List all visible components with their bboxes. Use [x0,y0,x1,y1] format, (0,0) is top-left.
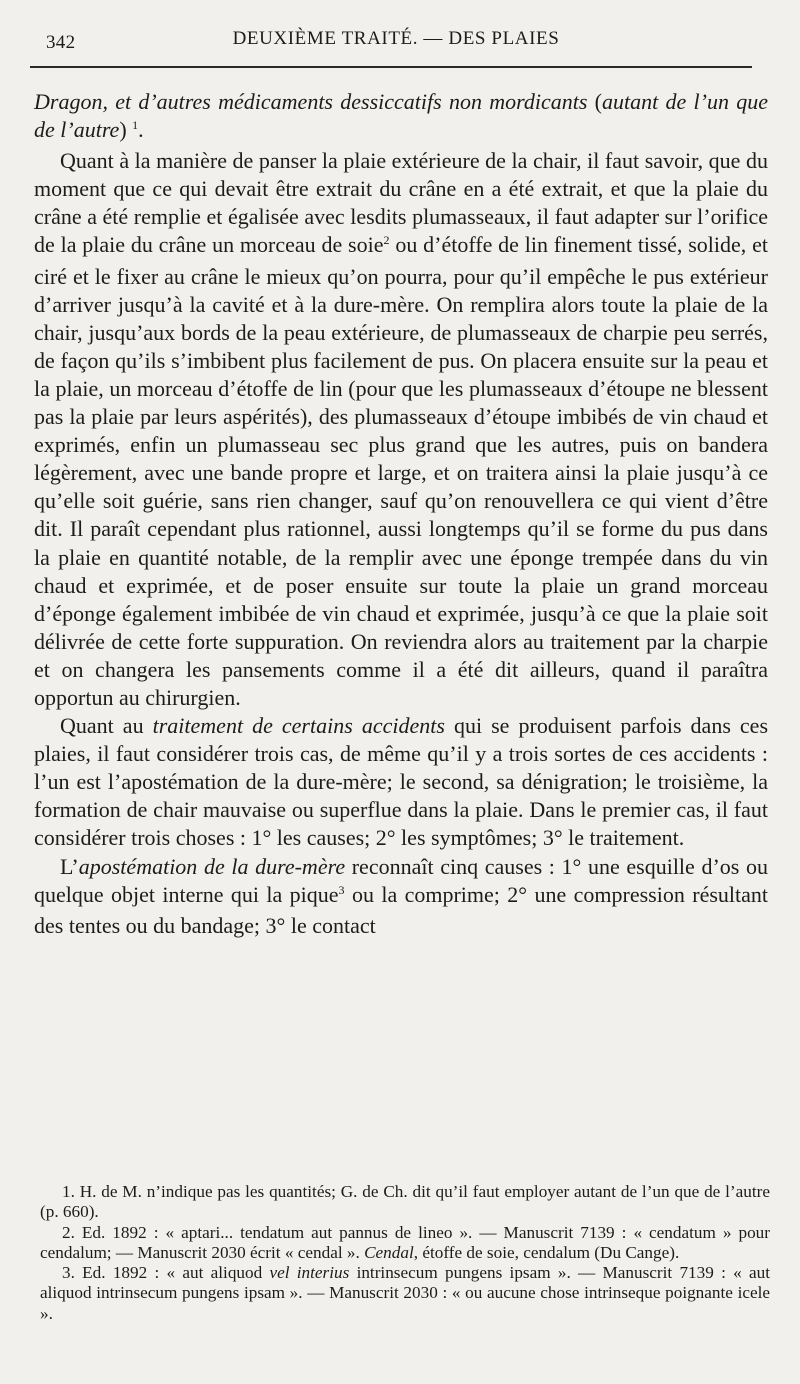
text-run: ) [119,117,133,143]
text-run: qui se produisent parfois dans ces plaies, il faut considérer trois cas, de même qu’il y a trois sortes de ces accidents : l’un est l’apostémation de la dure-mère; le second, sa dénigration; le troisième, la formation de chair mauvaise ou superflue dans la plaie. Dans le premier cas, il faut considérer trois choses : 1° les causes; 2° les symptômes; 3° le traitement. [34,713,769,851]
italic-text: Cendal [364,1242,414,1262]
footnotes [40,1182,770,1324]
footnote-marker: 2 [383,233,390,248]
main-text [34,88,768,940]
header-rule [30,66,752,68]
text-run: Quant à la manière de panser la plaie extérieure de la chair, il faut savoir, que du moment que ce qui devait être extrait du crâne en a été extrait, et que la plaie du crâne a été remplie et égalisée avec lesdits plumasseaux, il faut adapter sur l’orifice de la plaie du crâne un morceau de soie [34,148,768,258]
footnote-2 [40,1223,770,1264]
paragraph-apostemation [34,853,768,940]
text-run: , étoffe de soie, cendalum (Du Cange). [413,1242,680,1262]
text-run: reconnaît cinq causes : 1° une esquille d’os ou quelque objet interne qui la pique [34,853,768,907]
text-run: 3. Ed. 1892 : « aut aliquod [62,1263,270,1283]
text-run: ( [587,89,602,114]
footnote-1: 1. H. de M. n’indique pas les quantités; G. de Ch. dit qu’il faut employer autant de l’un que de l’autre (p. 660). [40,1182,770,1222]
footnote-marker: 3 [338,882,345,897]
footnote-3 [40,1263,770,1324]
text-run: 2. Ed. 1892 : « aptari... tendatum aut pannus de lineo ». — Manuscrit 7139 : « cendatum » pour cendalum; — Manuscrit 2030 écrit « cendal ». [40,1222,770,1262]
paragraph-accidents [34,712,768,852]
italic-text: apostémation de la dure-mère [78,853,346,879]
paragraph-dressing [34,147,768,712]
running-title: DEUXIÈME TRAITÉ. — DES PLAIES [232,28,560,49]
italic-text: Dragon, et d’autres médicaments dessiccatifs non mordicants [34,89,588,114]
page-number: 342 [46,32,76,53]
text-run: ou la comprime; 2° une compression résultant des tentes ou du bandage; 3° le contact [34,881,769,938]
running-head [40,26,752,56]
text-run: intrinsecum pungens ipsam ». — Manuscrit 7139 : « aut aliquod intrinsecum pungens ipsam ». — Manuscrit 2030 : « ou aucune chose intrinseque poignante icele ». [40,1263,770,1323]
italic-text: vel interius [269,1263,350,1283]
text-run: . [138,117,144,143]
paragraph-continuation [34,88,768,147]
footnote-marker: 1 [132,118,139,133]
text-run: ou d’étoffe de lin finement tissé, solide, et ciré et le fixer au crâne le mieux qu’on pourra, pour qu’il empêche le pus extérieur d’arriver jusqu’à la cavité et à la dure-mère. On remplira alors toute la plaie de la chair, jusqu’aux bords de la peau extérieure, de plumasseaux de charpie peu serrés, de façon qu’ils s’imbibent plus facilement de pus. On placera ensuite sur la peau et la plaie, un morceau d’étoffe de lin (pour que les plumasseaux d’étoupe ne blessent pas la plaie par leurs aspérités), des plumasseaux d’étoupe imbibés de vin chaud et exprimés, enfin un plumasseau sec plus grand que les autres, puis on bandera légèrement, avec une bande propre et large, et on traitera ainsi la plaie jusqu’à ce qu’elle soit guérie, sans rien changer, sauf qu’on renouvellera ce qui vient d’être dit. Il paraît cependant plus rationnel, aussi longtemps qu’il se forme du pus dans la plaie en quantité notable, de la remplir avec une éponge trempée dans du vin chaud et exprimée, et de poser ensuite sur toute la plaie un grand morceau d’éponge également imbibée de vin chaud et exprimée, jusqu’à ce que la plaie soit délivrée de cette forte suppuration. On reviendra alors au traitement par la charpie et on changera les pansements comme il a été dit ailleurs, quand il paraîtra opportun au chirurgien. [34,232,768,710]
text-run: Quant au [60,713,153,739]
text-run: L’ [60,853,79,879]
italic-text: traitement de certains accidents [152,713,445,739]
italic-text: autant de l’un que de l’autre [34,89,768,143]
